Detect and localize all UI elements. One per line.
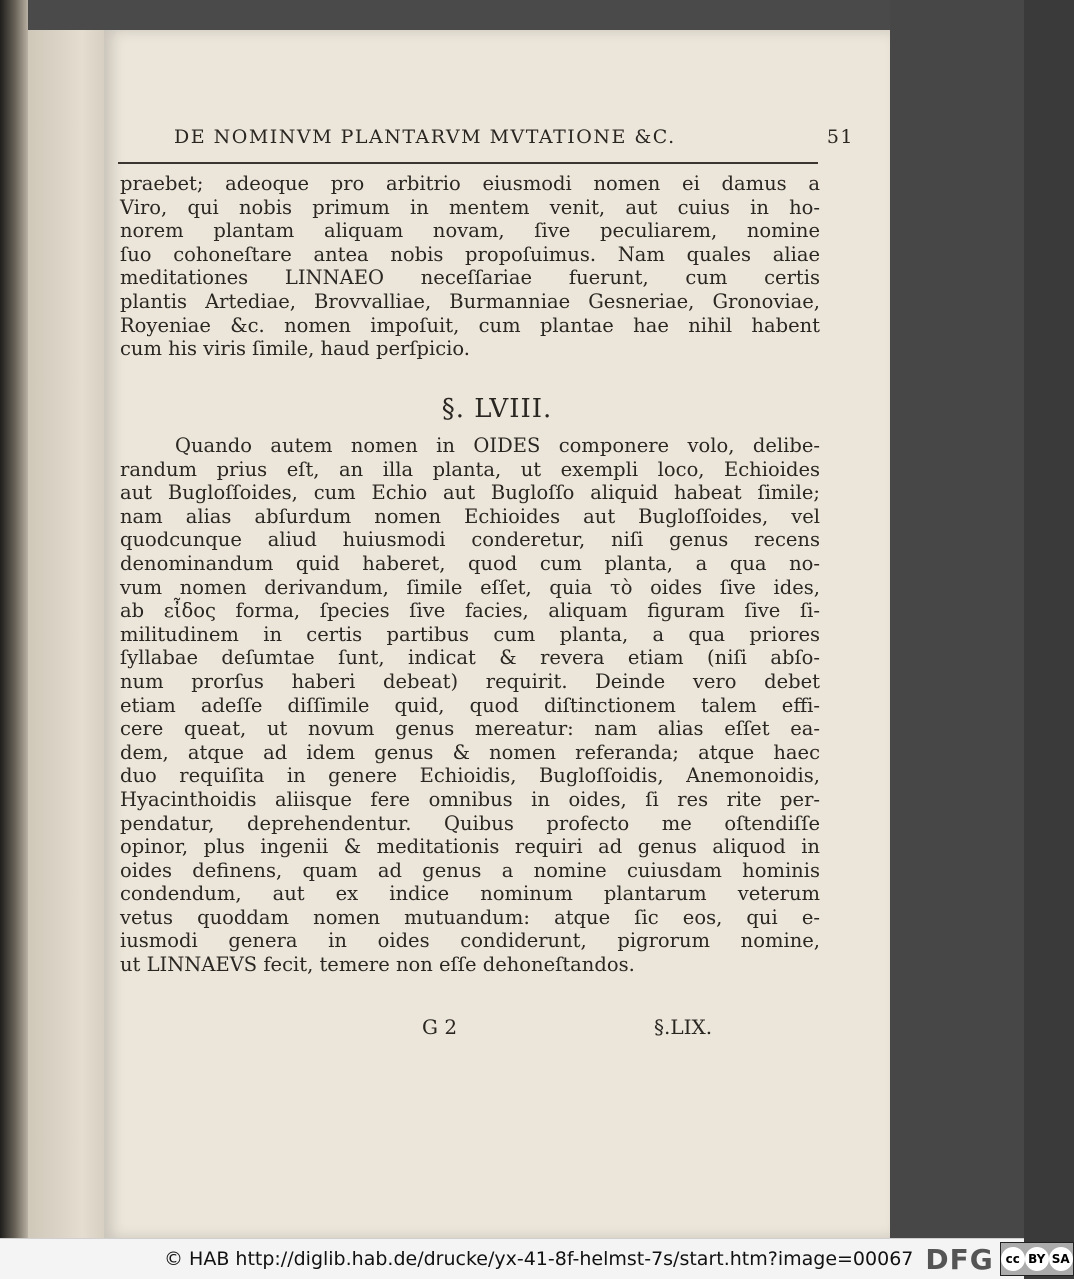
cc-icon: cc xyxy=(1001,1247,1025,1271)
text-line: randum prius eſt, an illa planta, ut exempli loco, Echioides xyxy=(120,457,820,481)
text-line: num prorſus haberi debeat) requirit. Deinde vero debet xyxy=(120,669,820,693)
text-line: Quando autem nomen in OIDES componere volo, delibe- xyxy=(175,434,820,457)
text-line: praebet; adeoque pro arbitrio eiusmodi nomen ei damus a xyxy=(120,172,820,195)
text-line: oides definens, quam ad genus a nomine cuiusdam hominis xyxy=(120,858,820,882)
text-line: denominandum quid haberet, quod cum planta, a qua no- xyxy=(120,551,820,575)
text-line: plantis Artediae, Brovvalliae, Burmanniae Gesneriae, Gronoviae, xyxy=(120,289,820,313)
by-icon: BY xyxy=(1025,1247,1049,1271)
text-line: quodcunque aliud huiusmodi conderetur, niſi genus recens xyxy=(120,528,820,552)
catchword: §.LIX. xyxy=(654,1015,713,1039)
text-line: ſyllabae deſumtae ſunt, indicat & revera etiam (niſi abſo- xyxy=(120,646,820,670)
text-line: norem plantam aliquam novam, ſive peculiarem, nomine xyxy=(120,219,820,243)
running-title: DE NOMINVM PLANTARVM MVTATIONE &C. xyxy=(174,126,676,148)
book-page xyxy=(104,30,890,1238)
signature-mark: G 2 xyxy=(422,1015,458,1039)
background-shadow xyxy=(890,0,1024,1238)
copyright-link[interactable]: © HAB http://diglib.hab.de/drucke/yx-41-8f-helmst-7s/start.htm?image=00067 xyxy=(164,1248,914,1270)
text-line: Hyacinthoidis aliisque fere omnibus in oides, ſi res rite per- xyxy=(120,787,820,811)
top-paragraph xyxy=(120,172,820,361)
text-line: aut Bugloſſoides, cum Echio aut Bugloſſo aliquid habeat ſimile; xyxy=(120,481,820,505)
text-line: opinor, plus ingenii & meditationis requiri ad genus aliquod in xyxy=(120,835,820,859)
text-line: duo requiſita in genere Echioidis, Bugloſſoidis, Anemonoidis, xyxy=(120,764,820,788)
page-number: 51 xyxy=(826,126,854,148)
previous-page-edge xyxy=(28,30,106,1238)
text-line: meditationes LINNAEO neceſſariae fuerunt, cum certis xyxy=(120,266,820,290)
text-line: militudinem in certis partibus cum planta, a qua priores xyxy=(120,622,820,646)
text-line: iusmodi genera in oides condiderunt, pigrorum nomine, xyxy=(120,929,820,953)
text-line: nam alias abſurdum nomen Echioides aut Bugloſſoides, vel xyxy=(120,504,820,528)
running-head xyxy=(174,126,854,148)
text-line: pendatur, deprehendentur. Quibus profecto me oſtendiſſe xyxy=(120,811,820,835)
section-paragraph xyxy=(120,434,820,977)
dfg-logo[interactable]: DFG xyxy=(925,1242,994,1276)
text-line: etiam adeſſe diſſimile quid, quod diſtinctionem talem effi- xyxy=(120,693,820,717)
text-line: ſuo cohoneſtare antea nobis propoſuimus. Nam quales aliae xyxy=(120,242,820,266)
text-line: ab εἶδος forma, ſpecies ſive facies, aliquam figuram ſive ſi- xyxy=(120,599,820,623)
section-title: §. LVIII. xyxy=(441,394,553,424)
text-line: Royeniae &c. nomen impoſuit, cum plantae hae nihil habent xyxy=(120,313,820,337)
text-line: cere queat, ut novum genus mereatur: nam alias eſſet ea- xyxy=(120,717,820,741)
text-line: cum his viris ſimile, haud perſpicio. xyxy=(120,337,471,361)
text-line: Viro, qui nobis primum in mentem venit, aut cuius in ho- xyxy=(120,195,820,219)
cc-license-badge[interactable] xyxy=(1000,1242,1074,1276)
sa-icon: SA xyxy=(1049,1247,1073,1271)
book-gutter xyxy=(0,0,28,1238)
text-line: ut LINNAEVS fecit, temere non eſſe dehoneſtandos. xyxy=(120,953,635,977)
text-line: dem, atque ad idem genus & nomen referanda; atque haec xyxy=(120,740,820,764)
text-line: vum nomen derivandum, ſimile eſſet, quia τὸ oides ſive ides, xyxy=(120,575,820,599)
top-margin-shadow xyxy=(28,0,890,30)
text-line: vetus quoddam nomen mutuandum: atque ſic eos, qui e- xyxy=(120,905,820,929)
text-line: condendum, aut ex indice nominum plantarum veterum xyxy=(120,882,820,906)
viewer-footer-bar xyxy=(0,1238,1070,1279)
header-rule xyxy=(118,162,818,164)
